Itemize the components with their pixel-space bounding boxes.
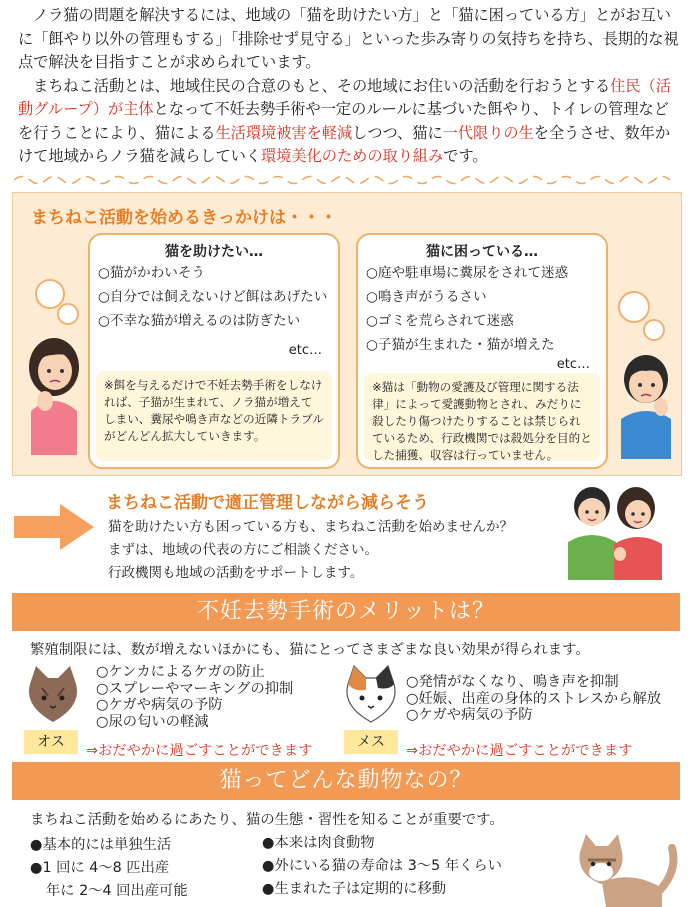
- worried-woman-icon: [23, 327, 85, 455]
- animal-fact: ●本来は肉食動物: [262, 835, 375, 851]
- trouble-item: ○子猫が生まれた・猫が増えた: [366, 337, 555, 353]
- female-merit-item: ○妊娠、出産の身体的ストレスから解放: [406, 690, 662, 707]
- intro-paragraph-2: まちねこ活動とは、地域住民の合意のもと、その地域にお住いの活動を行おうとする住民（活動グループ）が主体となって不妊去勢手術や一定のルールに基づいた餌やり、トイレの管理などを行うことにより、猫による生活環境被害を軽減しつつ、猫に一代限りの生を全うさせ、数年かけて地域からノラ猫を減らしていく環境美化のための取り組みです。: [18, 76, 671, 165]
- male-cat-icon: [22, 664, 84, 726]
- animal-fact: ●基本的には単独生活: [30, 837, 172, 853]
- help-etc: etc…: [288, 343, 322, 358]
- animal-fact: ●1 回に 4～8 匹出産: [30, 860, 170, 876]
- manage-line: まずは、地域の代表の方にご相談ください。: [108, 542, 378, 558]
- male-result: ⇒おだやかに過ごすことができます: [86, 743, 313, 759]
- manage-line: 行政機関も地域の活動をサポートします。: [108, 565, 364, 581]
- thought-bubble: [618, 291, 650, 323]
- merit-intro: 繁殖制限には、数が増えないほかにも、猫にとってさまざまな良い効果が得られます。: [30, 642, 590, 658]
- animal-fact: 年に 2～4 回出産可能: [46, 883, 188, 899]
- cause-title: まちねこ活動を始めるきっかけは・・・: [31, 208, 337, 228]
- help-item: ○猫がかわいそう: [98, 265, 206, 281]
- arrow-right-icon: [14, 504, 94, 550]
- male-tag: オス: [24, 730, 78, 754]
- help-note: ※餌を与えるだけで不妊去勢手術をしなければ、子猫が生まれて、ノラ猫が増えてしまい、糞尿や鳴き声などの近隣トラブルがどんどん拡大していきます。: [96, 371, 332, 461]
- animal-fact: ●生まれた子は定期的に移動: [262, 881, 447, 897]
- female-tag: メス: [344, 730, 398, 754]
- female-result: ⇒おだやかに過ごすことができます: [406, 743, 633, 759]
- thought-bubble: [643, 319, 665, 341]
- manage-line: 猫を助けたい方も困っている方も、まちねこ活動を始めませんか？: [108, 519, 513, 535]
- walking-cat-icon: [572, 830, 682, 907]
- help-item: ○不幸な猫が増えるのは防ぎたい: [98, 313, 301, 329]
- merit-banner: 不妊去勢手術のメリットは？: [12, 593, 680, 631]
- male-merit-list: [96, 664, 293, 730]
- worried-man-icon: [615, 349, 677, 459]
- wavy-divider: [14, 173, 679, 187]
- male-merit-item: ○尿の匂いの軽減: [96, 713, 209, 730]
- male-merit-item: ○ケガや病気の予防: [96, 697, 223, 713]
- trouble-item: ○庭や駐車場に糞尿をされて迷惑: [366, 265, 569, 281]
- female-merit-list: [406, 674, 661, 724]
- help-item: ○自分では飼えないけど餌はあげたい: [98, 289, 328, 305]
- trouble-etc: etc…: [556, 357, 590, 372]
- help-card-title: 猫を助けたい…: [165, 244, 263, 260]
- trouble-item: ○ゴミを荒らされて迷惑: [366, 313, 514, 329]
- female-merit-item: ○発情がなくなり、鳴き声を抑制: [406, 674, 619, 690]
- two-people-icon: [560, 484, 670, 580]
- animal-intro: まちねこ活動を始めるにあたり、猫の生態・習性を知ることが重要です。: [30, 812, 504, 828]
- help-card: [88, 233, 340, 469]
- trouble-note: ※猫は「動物の愛護及び管理に関する法律」によって愛護動物とされ、みだりに殺したり傷つけたりすることは禁じられているため、行政機関では殺処分を目的とした捕獲、収容は行っていません。: [364, 373, 600, 461]
- intro-text: [18, 4, 680, 169]
- animal-facts-right: [262, 832, 502, 901]
- manage-title: まちねこ活動で適正管理しながら減らそう: [106, 493, 429, 513]
- animal-fact: ●外にいる猫の寿命は 3～5 年くらい: [262, 858, 502, 874]
- trouble-card-title: 猫に困っている…: [426, 244, 538, 260]
- male-merit-item: ○スプレーやマーキングの抑制: [96, 680, 294, 697]
- male-merit-item: ○ケンカによるケガの防止: [96, 664, 265, 680]
- thought-bubble: [57, 303, 79, 325]
- trouble-item: ○鳴き声がうるさい: [366, 289, 487, 305]
- manage-text: [108, 516, 513, 585]
- female-merit-item: ○ケガや病気の予防: [406, 707, 533, 723]
- female-cat-icon: [340, 664, 402, 726]
- animal-banner: 猫ってどんな動物なの？: [12, 762, 680, 800]
- trouble-card: [356, 233, 608, 469]
- animal-facts-left: [30, 834, 188, 903]
- intro-paragraph-1: ノラ猫の問題を解決するには、地域の「猫を助けたい方」と「猫に困っている方」とがお互いに「餌やり以外の管理もする」「排除せず見守る」といった歩み寄りの気持ちを持ち、長期的な視点で解決を目指すことが求められています。: [18, 6, 679, 71]
- cause-section: [12, 192, 682, 476]
